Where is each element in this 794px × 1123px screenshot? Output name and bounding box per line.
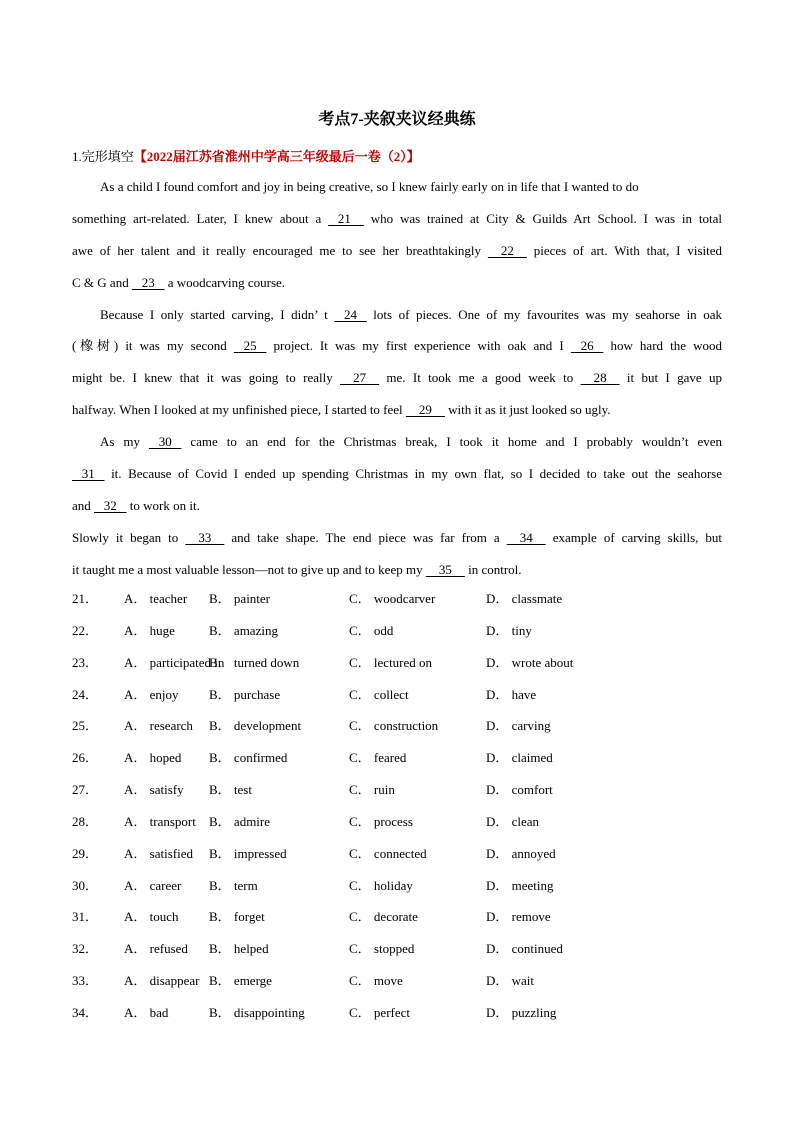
passage-line [72,458,722,490]
option-a: A． career [124,877,182,893]
question-number: 24． [72,686,99,702]
option-c: C． woodcarver [349,591,436,606]
option-a: A． touch [124,909,179,925]
cloze-passage [72,171,722,586]
option-d: D． wrote about [486,654,574,670]
question-number: 31． [72,909,99,925]
answer-blank: 21 [328,210,364,226]
passage-text: C & G and [72,274,132,290]
question-number: 27． [72,782,99,798]
answer-blank: 35 [425,561,465,577]
option-a: A． disappear [124,973,200,989]
option-a: A． bad [124,1004,169,1020]
option-c: C． connected [349,845,427,861]
option-b: B． emerge [209,973,272,989]
passage-text: who was trained at City & Guilds Art School. I was in total [363,210,722,226]
question-number: 26． [72,750,99,766]
passage-line [72,235,722,267]
option-a: A． transport [124,813,196,829]
question-row [72,965,722,997]
passage-text: pieces of art. With that, I visited [526,242,722,258]
option-d: D． tiny [486,622,532,638]
option-b: B． test [209,782,252,798]
passage-text: it but I gave up [619,370,722,386]
passage-text: to work on it. [126,497,200,513]
option-c: C． odd [349,622,394,638]
option-c: C． ruin [349,782,395,798]
answer-blank: 29 [405,402,445,418]
question-number: 22． [72,622,99,638]
option-d: D． annoyed [486,845,556,861]
option-b: B． term [209,877,258,893]
passage-line [72,554,722,586]
passage-line [72,362,722,394]
option-d: D． remove [486,909,551,925]
answer-blank: 27 [340,370,380,386]
passage-text: (橡树) it was my second [72,338,234,354]
passage-text: Because I only started carving, I didn’ t [100,306,335,322]
question-row [72,774,722,806]
question-number: 33． [72,973,99,989]
section-label: 1.完形填空 [72,149,134,164]
option-b: B． turned down [209,654,300,670]
passage-text: and [72,497,95,513]
option-b: B． purchase [209,686,281,702]
question-number: 32． [72,941,99,957]
option-c: C． process [349,813,413,829]
question-number: 23． [72,654,99,670]
question-row [72,710,722,742]
option-c: C． collect [349,686,409,702]
passage-text: in control. [464,561,522,577]
option-d: D． puzzling [486,1004,557,1020]
option-a: A． teacher [124,591,188,606]
passage-text: something art-related. Later, I knew about a [72,210,329,226]
passage-text: halfway. When I looked at my unfinished piece, I started to feel [72,402,406,418]
answer-blank: 34 [506,529,546,545]
answer-blank: 30 [148,434,182,450]
question-row [72,901,722,933]
passage-text: how hard the wood [603,338,723,354]
option-c: C． perfect [349,1004,411,1020]
question-row [72,806,722,838]
answer-blank: 33 [185,529,225,545]
answer-blank: 26 [570,338,604,354]
option-b: B． disappointing [209,1004,305,1020]
option-d: D． have [486,686,537,702]
passage-text: came to an end for the Christmas break, I took it home and I probably wouldn’t even [181,434,723,450]
passage-line [72,522,722,554]
question-row [72,679,722,711]
option-d: D． claimed [486,750,553,766]
answer-options [72,583,722,1029]
passage-text: Slowly it began to [72,529,186,545]
passage-text: As my [100,434,149,450]
option-d: D． carving [486,718,551,734]
option-d: D． meeting [486,877,554,893]
option-c: C． feared [349,750,407,766]
question-number: 25． [72,718,99,734]
option-a: A． enjoy [124,686,179,702]
answer-blank: 22 [487,242,527,258]
option-a: A． refused [124,941,188,957]
passage-line [72,330,722,362]
question-row [72,933,722,965]
answer-blank: 28 [580,370,620,386]
passage-text: As a child I found comfort and joy in being creative, so I knew fairly early on in life that I wanted to do [100,179,639,194]
option-b: B． forget [209,909,265,925]
passage-text: with it as it just looked so ugly. [444,402,611,418]
option-d: D． classmate [486,591,563,606]
passage-text: a woodcarving course. [164,274,286,290]
option-b: B． painter [209,591,271,606]
passage-text: awe of her talent and it really encouraged me to see her breathtakingly [72,242,488,258]
option-a: A． hoped [124,750,182,766]
option-b: B． confirmed [209,750,288,766]
option-d: D． continued [486,941,563,957]
passage-line [72,299,722,331]
option-c: C． stopped [349,941,415,957]
passage-text: project. It was my first experience with oak and I [266,338,571,354]
answer-blank: 24 [334,306,367,322]
passage-line [72,426,722,458]
option-d: D． comfort [486,782,553,798]
passage-text: might be. I knew that it was going to really [72,370,341,386]
option-d: D． clean [486,813,540,829]
question-number: 29． [72,845,99,861]
option-c: C． construction [349,718,439,734]
option-c: C． lectured on [349,654,433,670]
question-row [72,838,722,870]
question-number: 30． [72,877,99,893]
passage-text: it. Because of Covid I ended up spending Christmas in my own flat, so I decided to take out the seahorse [104,466,722,482]
question-row [72,583,722,615]
passage-line [72,203,722,235]
passage-text: it taught me a most valuable lesson—not to give up and to keep my [72,561,426,577]
section-heading [72,146,420,165]
source-label: 【2022届江苏省淮州中学高三年级最后一卷（2）】 [133,149,420,164]
option-c: C． move [349,973,403,989]
passage-text: me. It took me a good week to [379,370,581,386]
option-c: C． holiday [349,877,413,893]
page-title: 考点7-夹叙夹议经典练 [318,111,476,128]
passage-text: and take shape. The end piece was far from a [224,529,507,545]
question-row [72,870,722,902]
question-number: 28． [72,813,99,829]
option-b: B． impressed [209,845,287,861]
passage-line [72,267,722,299]
passage-line [72,171,722,203]
passage-text: lots of pieces. One of my favourites was my seahorse in oak [366,306,722,322]
question-row [72,742,722,774]
option-c: C． decorate [349,909,418,925]
answer-blank: 31 [72,466,105,482]
question-row [72,997,722,1029]
option-b: B． development [209,718,302,734]
passage-line [72,490,722,522]
option-b: B． admire [209,813,271,829]
passage-text: example of carving skills, but [545,529,723,545]
answer-blank: 23 [131,274,165,290]
option-a: A． satisfied [124,845,193,861]
question-row [72,615,722,647]
option-a: A． participated in [124,654,225,670]
option-b: B． amazing [209,622,278,638]
question-number: 21． [72,591,99,606]
option-a: A． satisfy [124,782,184,798]
question-number: 34． [72,1004,99,1020]
passage-line [72,394,722,426]
option-d: D． wait [486,973,535,989]
question-row [72,647,722,679]
option-a: A． huge [124,622,175,638]
answer-blank: 25 [233,338,267,354]
answer-blank: 32 [94,497,127,513]
option-b: B． helped [209,941,269,957]
option-a: A． research [124,718,193,734]
